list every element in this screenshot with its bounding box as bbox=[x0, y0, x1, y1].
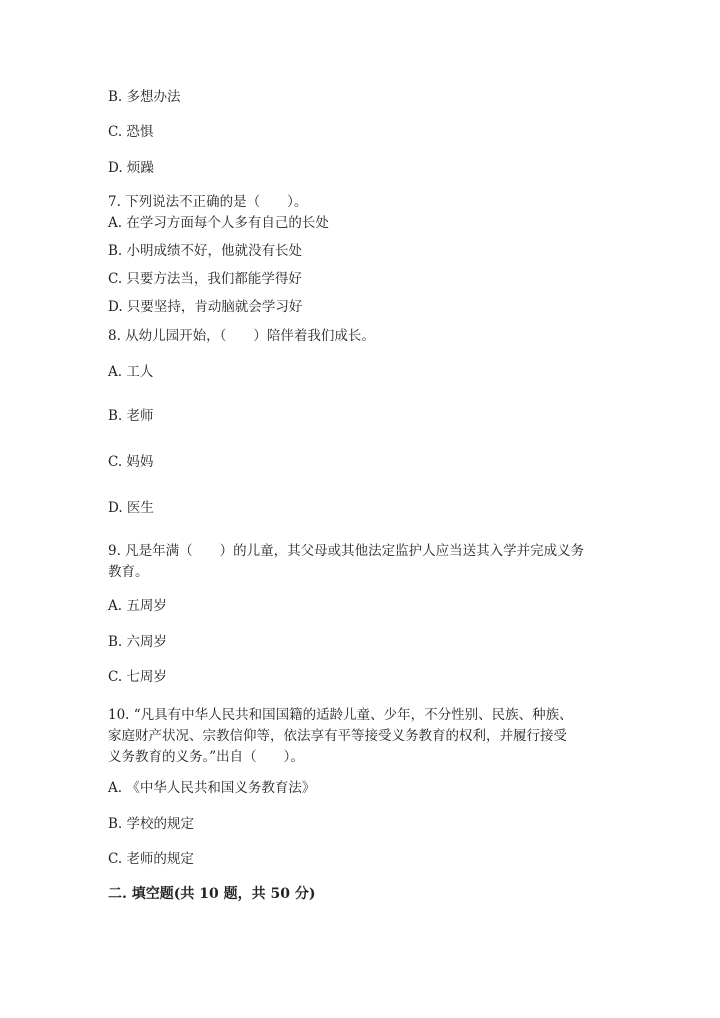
q6-option-d: D. 烦躁 bbox=[108, 160, 154, 176]
q9-option-c: C. 七周岁 bbox=[108, 669, 167, 685]
q10-option-c: C. 老师的规定 bbox=[108, 851, 194, 867]
q8-option-c: C. 妈妈 bbox=[108, 454, 154, 470]
q7-stem: 7. 下列说法不正确的是（ ）。 bbox=[108, 194, 308, 210]
q6-option-b: B. 多想办法 bbox=[108, 89, 181, 105]
q10-stem-line-3: 义务教育的义务。”出自（ ）。 bbox=[108, 749, 304, 765]
q9-option-a: A. 五周岁 bbox=[108, 598, 167, 614]
q9-stem-line-1: 9. 凡是年满（ ）的儿童，其父母或其他法定监护人应当送其入学并完成义务 bbox=[108, 543, 585, 559]
q8-option-d: D. 医生 bbox=[108, 500, 154, 516]
q8-option-a: A. 工人 bbox=[108, 364, 154, 380]
q10-option-b: B. 学校的规定 bbox=[108, 816, 195, 832]
q6-option-c: C. 恐惧 bbox=[108, 124, 154, 140]
q10-option-a: A. 《中华人民共和国义务教育法》 bbox=[108, 780, 316, 796]
q10-stem-line-2: 家庭财产状况、宗教信仰等，依法享有平等接受义务教育的权利，并履行接受 bbox=[108, 728, 567, 744]
q8-option-b: B. 老师 bbox=[108, 408, 154, 424]
q9-option-b: B. 六周岁 bbox=[108, 634, 168, 650]
section-title: 二. 填空题(共 10 题，共 50 分) bbox=[108, 886, 316, 902]
q7-option-a: A. 在学习方面每个人多有自己的长处 bbox=[108, 215, 329, 231]
q9-stem-line-2: 教育。 bbox=[108, 564, 149, 580]
q10-stem-line-1: 10. “凡具有中华人民共和国国籍的适龄儿童、少年，不分性别、民族、种族、 bbox=[108, 707, 573, 723]
q8-stem: 8. 从幼儿园开始，（ ）陪伴着我们成长。 bbox=[108, 328, 375, 344]
q7-option-c: C. 只要方法当，我们都能学得好 bbox=[108, 271, 302, 287]
q7-option-d: D. 只要坚持，肯动脑就会学习好 bbox=[108, 299, 303, 315]
q7-option-b: B. 小明成绩不好，他就没有长处 bbox=[108, 243, 303, 259]
